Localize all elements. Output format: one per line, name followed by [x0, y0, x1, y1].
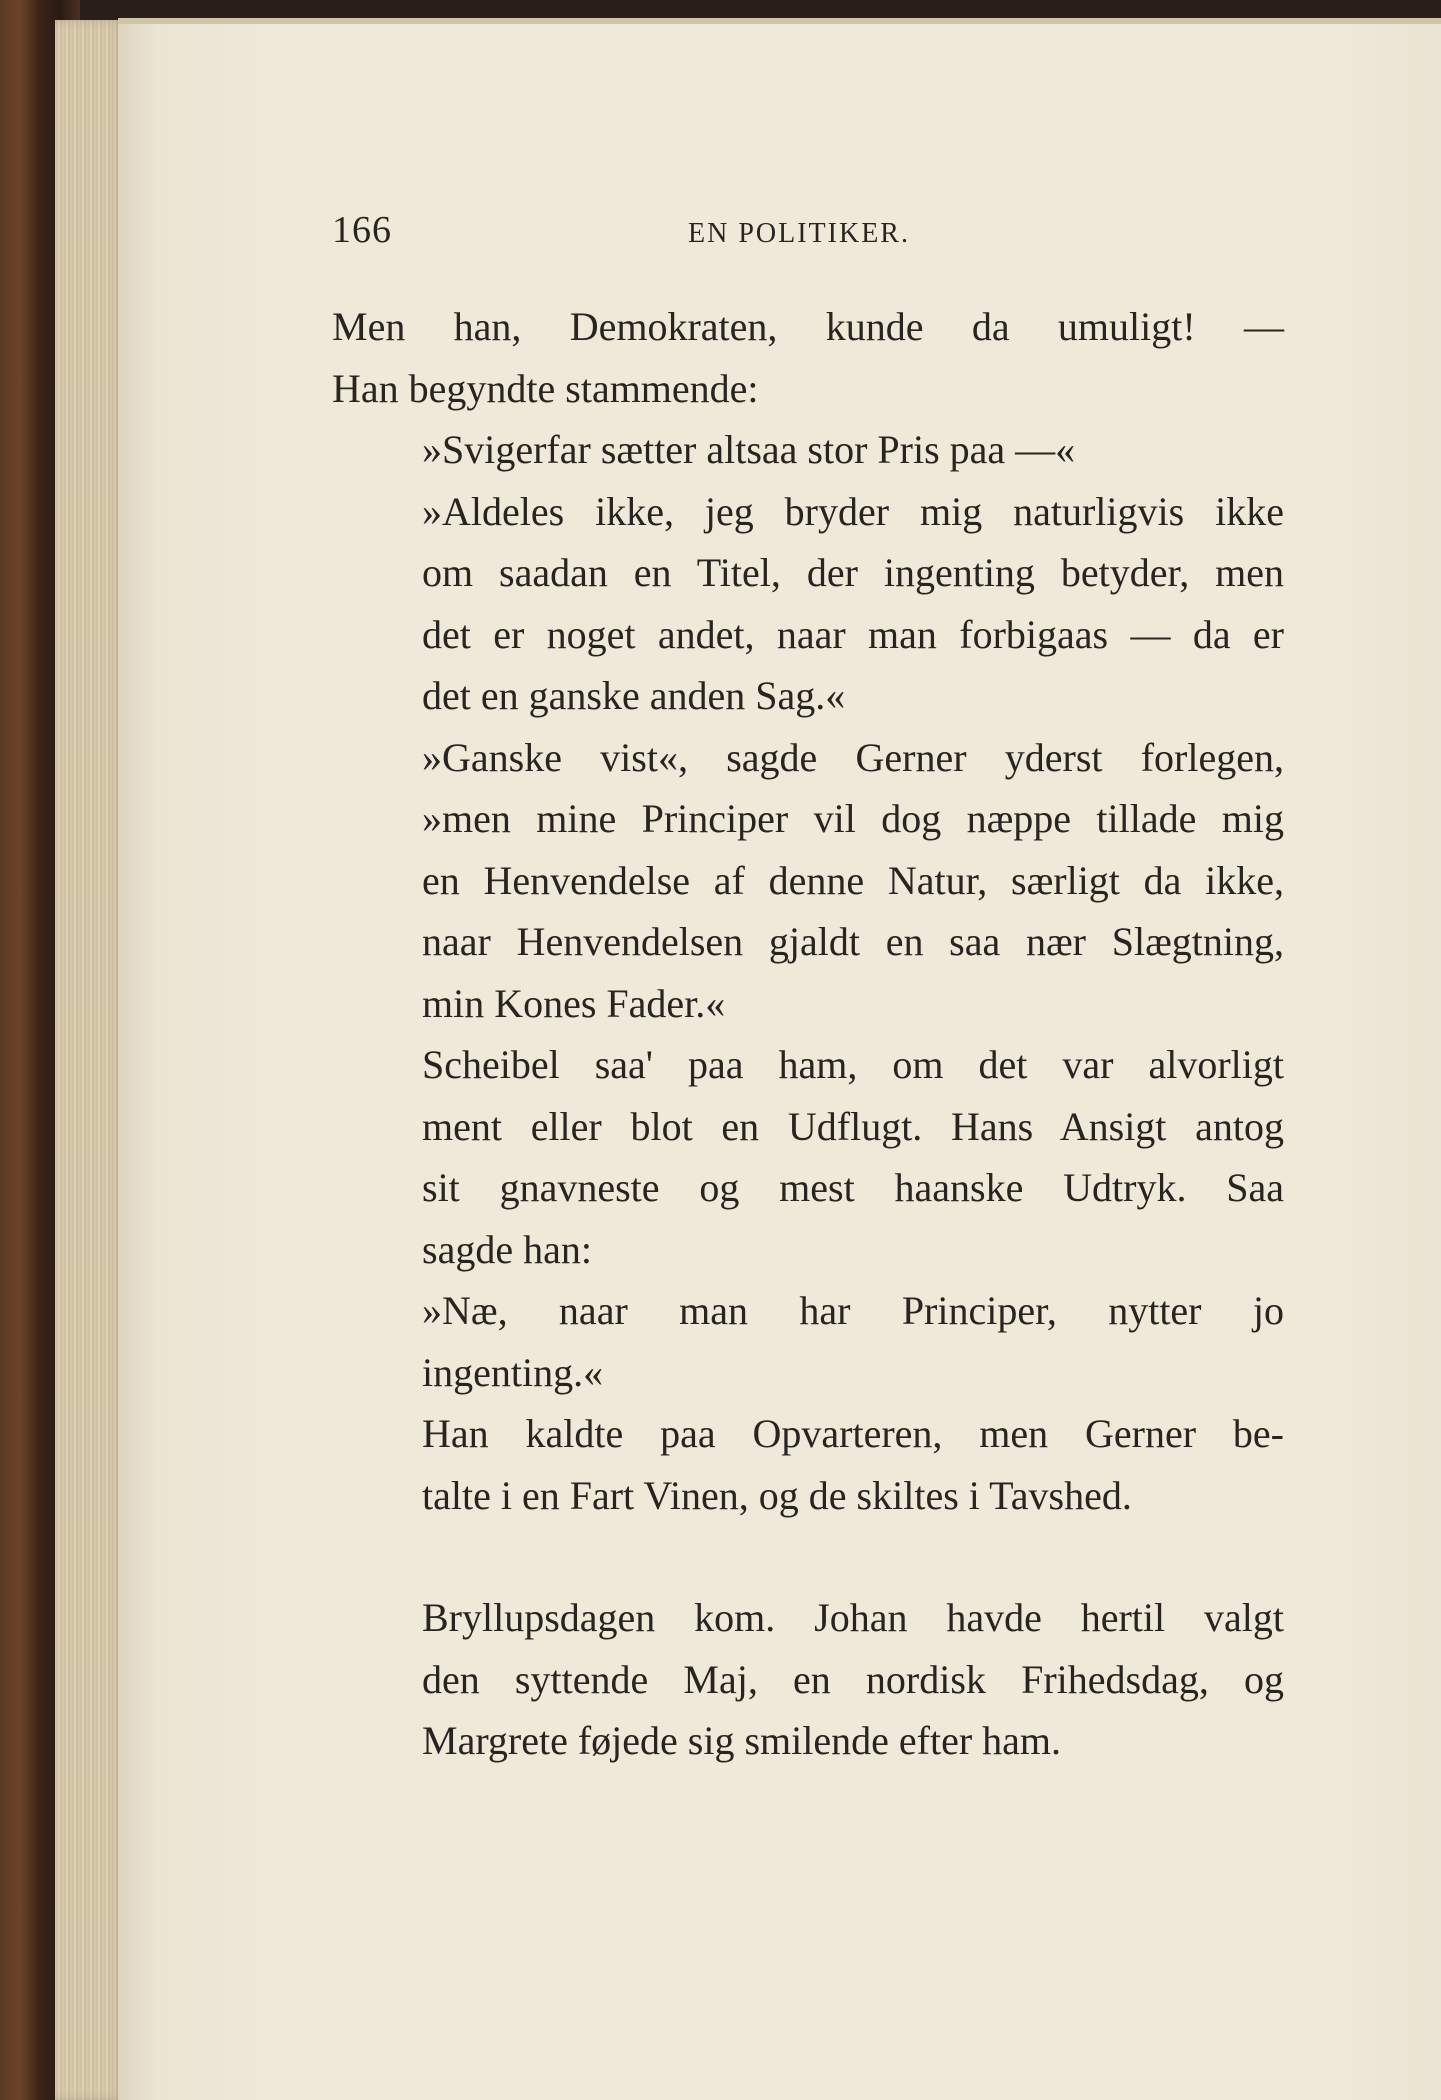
text-line: »men mine Principer vil dog næppe tillade mig: [422, 796, 1284, 841]
text-line: ingenting.«: [422, 1349, 604, 1395]
paragraph: [332, 296, 1284, 419]
text-line: det en ganske anden Sag.«: [422, 673, 846, 718]
body-text: [332, 296, 1284, 1772]
text-line: naar Henvendelsen gjaldt en saa nær Slægtning,: [422, 919, 1284, 964]
running-head: [332, 208, 1284, 258]
paragraph: [332, 1034, 1284, 1280]
paragraph: [332, 481, 1284, 727]
text-line: sagde han:: [422, 1226, 592, 1272]
text-line: den syttende Maj, en nordisk Frihedsdag, og: [422, 1656, 1284, 1702]
text-line: sit gnavneste og mest haanske Udtryk. Saa: [422, 1165, 1284, 1210]
text-line: Scheibel saa' paa ham, om det var alvorligt: [422, 1042, 1284, 1087]
paragraph: [332, 1280, 1284, 1403]
text-line: »Næ, naar man har Principer, nytter jo: [422, 1288, 1284, 1333]
text-line: det er noget andet, naar man forbigaas — da er: [422, 611, 1284, 657]
text-line: min Kones Fader.«: [422, 980, 726, 1026]
text-line: Han kaldte paa Opvarteren, men Gerner be-: [422, 1411, 1284, 1456]
text-line: en Henvendelse af denne Natur, særligt da ikke,: [422, 857, 1284, 903]
text-line: Margrete føjede sig smilende efter ham.: [422, 1718, 1062, 1763]
page-number: 166: [332, 209, 392, 251]
text-line: Han begyndte stammende:: [332, 365, 759, 411]
text-line: »Ganske vist«, sagde Gerner yderst forlegen,: [422, 734, 1284, 780]
text-line: talte i en Fart Vinen, og de skiltes i Tavshed.: [422, 1472, 1132, 1518]
text-line: »Aldeles ikke, jeg bryder mig naturligvis ikke: [422, 488, 1284, 534]
paragraph: [332, 1587, 1284, 1772]
text-line: Men han, Demokraten, kunde da umuligt! —: [332, 304, 1284, 349]
running-title: EN POLITIKER.: [688, 218, 910, 249]
paragraph: [332, 727, 1284, 1035]
text-line: »Svigerfar sætter altsaa stor Pris paa —«: [422, 427, 1076, 472]
text-line: ment eller blot en Udflugt. Hans Ansigt antog: [422, 1103, 1284, 1149]
paragraph: [332, 1403, 1284, 1526]
text-line: Bryllupsdagen kom. Johan havde hertil valgt: [422, 1595, 1284, 1640]
page-edges: [55, 20, 125, 2100]
paragraph: [332, 419, 1284, 481]
text-line: om saadan en Titel, der ingenting betyder, men: [422, 550, 1284, 595]
